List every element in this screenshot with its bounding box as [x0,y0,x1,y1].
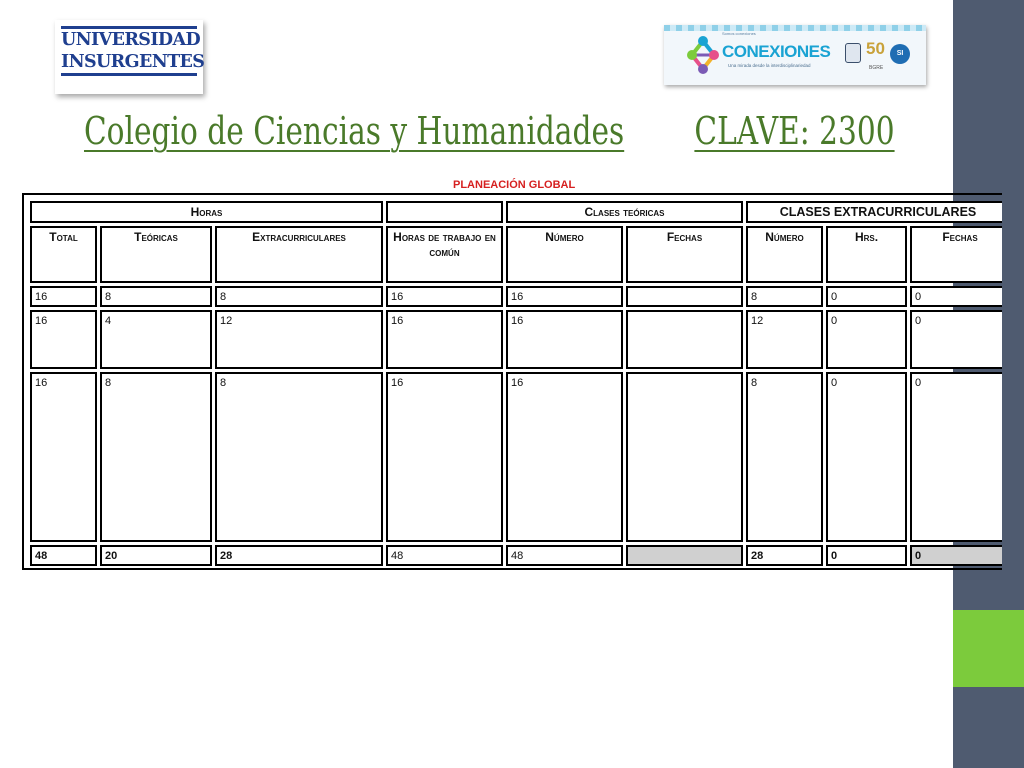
table-cell: 16 [506,310,623,369]
table-cell: 16 [506,372,623,542]
table-cell: 16 [506,286,623,307]
table-cell: 16 [386,286,503,307]
column-header-extracurriculares: Extracurriculares [215,226,383,283]
column-header-fechas-extra: Fechas [910,226,1002,283]
table-cell: 0 [910,286,1002,307]
total-cell: 48 [506,545,623,566]
conexiones-banner [664,25,926,85]
network-molecule-icon [686,33,720,77]
table-cell: 16 [30,286,97,307]
table-caption: PLANEACIÓN GLOBAL [453,179,576,191]
table-cell: 16 [30,372,97,542]
banner-pattern-strip [664,25,926,31]
table-cell: 8 [215,286,383,307]
logo-line-2: INSURGENTES [61,52,205,72]
table-cell: 0 [910,310,1002,369]
column-header-hrs: Hrs. [826,226,907,283]
total-cell-shaded [626,545,743,566]
planeacion-global-table [22,193,1002,570]
column-header-total: Total [30,226,97,283]
total-cell: 48 [30,545,97,566]
logo-bottom-rule [61,73,197,76]
total-cell: 28 [215,545,383,566]
table-cell: 4 [100,310,212,369]
unam-seal-icon [845,43,861,63]
total-cell: 28 [746,545,823,566]
column-header-teoricas: Teóricas [100,226,212,283]
si-badge-icon: SI [890,44,910,64]
table-cell [626,310,743,369]
total-cell: 48 [386,545,503,566]
table-cell [626,286,743,307]
group-header-blank [386,201,503,223]
column-header-numero: Número [506,226,623,283]
title-text: Colegio de Ciencias y Humanidades [84,109,625,153]
group-header-clases-teoricas: Clases teóricas [506,201,743,223]
table-cell: 0 [826,310,907,369]
table-cell [626,372,743,542]
table-cell: 8 [746,286,823,307]
table-cell: 0 [826,286,907,307]
banner-subtitle: Una mirada desde la interdisciplinariedad [728,63,811,68]
column-header-horas-trabajo-comun: Horas de trabajo en común [386,226,503,283]
sidebar-accent-block [953,610,1024,687]
table-cell: 12 [746,310,823,369]
table-cell: 12 [215,310,383,369]
table-cell: 16 [386,310,503,369]
column-header-fechas: Fechas [626,226,743,283]
table-cell: 8 [746,372,823,542]
column-header-numero-extra: Número [746,226,823,283]
table-cell: 16 [386,372,503,542]
table-cell: 8 [100,286,212,307]
total-cell-shaded: 0 [910,545,1002,566]
page-title [84,107,895,155]
anniversary-subtitle: BGRE [869,65,884,71]
total-cell: 20 [100,545,212,566]
table-cell: 8 [215,372,383,542]
table-cell: 0 [826,372,907,542]
group-header-extracurriculares: CLASES EXTRACURRICULARES [746,201,1002,223]
anniversary-number: 50 [866,39,885,58]
table-cell: 0 [910,372,1002,542]
universidad-insurgentes-logo [55,20,203,94]
logo-line-1: UNIVERSIDAD [61,30,201,50]
banner-tagline: Somos conexiones [722,31,756,36]
table-cell: 16 [30,310,97,369]
clave-text: CLAVE: 2300 [694,109,895,153]
table-cell: 8 [100,372,212,542]
total-cell: 0 [826,545,907,566]
group-header-horas: Horas [30,201,383,223]
banner-title: CONEXIONES [722,42,831,61]
